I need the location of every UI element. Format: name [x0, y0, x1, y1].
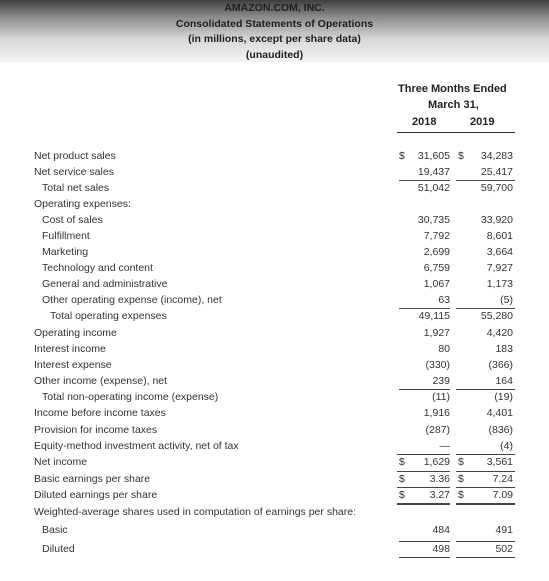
total-rule [399, 389, 450, 390]
total-rule [456, 487, 515, 488]
value-2018: (11) [432, 391, 450, 403]
value-2018: 30,735 [417, 214, 450, 226]
value-2019: 3,664 [486, 246, 513, 258]
value-2018: 51,042 [417, 182, 450, 194]
row-label: Operating expenses: [34, 198, 131, 210]
row-label: Interest expense [34, 359, 112, 371]
total-rule [456, 557, 515, 558]
row-label: Interest income [34, 343, 106, 355]
value-2018: 484 [432, 524, 450, 536]
row-label: Diluted [42, 543, 75, 555]
row-label: Basic [42, 524, 68, 536]
total-rule [456, 541, 515, 542]
value-2018: 3.27 [429, 489, 450, 501]
total-rule [456, 454, 515, 455]
value-2018: 2,699 [423, 246, 450, 258]
period-header-line2: March 31, [428, 99, 479, 111]
value-2019: (19) [494, 391, 513, 403]
row-label: Marketing [42, 246, 89, 258]
row-label: Total net sales [42, 182, 110, 194]
row-label: Basic earnings per share [34, 473, 151, 485]
value-2018: 498 [432, 543, 450, 555]
value-2019: (4) [500, 440, 513, 452]
total-rule [397, 454, 450, 455]
currency-symbol: $ [458, 489, 464, 501]
value-2018: 7,792 [423, 230, 450, 242]
header-rule [397, 132, 515, 133]
value-2019: 7.09 [492, 489, 513, 501]
currency-symbol: $ [399, 456, 405, 468]
value-2019: 8,601 [486, 230, 513, 242]
currency-symbol: $ [458, 473, 464, 485]
value-2019: (836) [488, 424, 513, 436]
row-label: General and administrative [42, 278, 168, 290]
statement-titles [0, 1, 549, 63]
value-2019: 7,927 [486, 262, 513, 274]
total-rule [399, 308, 450, 309]
row-label: Net product sales [34, 150, 116, 162]
value-2019: (366) [488, 359, 513, 371]
value-2019: 34,283 [480, 150, 513, 162]
year-2018-header: 2018 [412, 116, 437, 128]
total-rule [399, 541, 450, 542]
row-label: Income before income taxes [34, 407, 166, 419]
value-2019: 4,401 [486, 407, 513, 419]
row-label: Total operating expenses [50, 310, 167, 322]
currency-symbol: $ [399, 150, 405, 162]
company-name: AMAZON.COM, INC. [224, 2, 325, 14]
row-label: Technology and content [42, 262, 153, 274]
currency-symbol: $ [399, 473, 405, 485]
total-rule [456, 389, 515, 390]
value-2019: 33,920 [480, 214, 513, 226]
value-2019: 1,173 [486, 278, 513, 290]
currency-symbol: $ [399, 489, 405, 501]
value-2019: 55,280 [480, 310, 513, 322]
row-label: Other operating expense (income), net [42, 294, 222, 306]
row-label: Diluted earnings per share [34, 489, 158, 501]
total-rule [397, 487, 450, 488]
total-rule [399, 557, 450, 558]
row-label: Total non-operating income (expense) [42, 391, 219, 403]
currency-symbol: $ [458, 150, 464, 162]
row-label: Net income [34, 456, 88, 468]
value-2018: (287) [425, 424, 450, 436]
value-2018: 239 [432, 375, 450, 387]
total-rule [456, 308, 515, 309]
row-label: Fulfillment [42, 230, 90, 242]
value-2018: 1,067 [423, 278, 450, 290]
value-2018: 49,115 [418, 310, 450, 322]
total-rule [456, 504, 515, 505]
value-2018: 31,605 [417, 150, 450, 162]
row-label: Net service sales [34, 166, 114, 178]
year-2019-header: 2019 [470, 116, 495, 128]
value-2018: 1,927 [423, 327, 450, 339]
total-rule [456, 471, 515, 472]
row-label: Operating income [34, 327, 117, 339]
value-2018: 3.36 [429, 473, 450, 485]
value-2019: 164 [495, 375, 513, 387]
row-label: Provision for income taxes [34, 424, 158, 436]
total-rule [399, 180, 450, 181]
total-rule [397, 504, 450, 505]
value-2018: 1,916 [423, 407, 450, 419]
value-2019: 4,420 [486, 327, 513, 339]
value-2019: (5) [500, 294, 513, 306]
value-2019: 7.24 [492, 473, 513, 485]
total-rule [397, 471, 450, 472]
value-2018: 80 [438, 343, 450, 355]
value-2019: 59,700 [480, 182, 513, 194]
value-2019: 183 [495, 343, 513, 355]
value-2018: 19,437 [417, 166, 450, 178]
value-2019: 502 [495, 543, 513, 555]
value-2018: — [439, 440, 450, 452]
value-2018: 1,629 [423, 456, 450, 468]
value-2019: 491 [495, 524, 513, 536]
value-2018: (330) [425, 359, 450, 371]
value-2018: 6,759 [423, 262, 450, 274]
statement-title: Consolidated Statements of Operations [175, 17, 374, 30]
row-label: Cost of sales [42, 214, 103, 226]
row-label: Other income (expense), net [34, 375, 168, 387]
currency-symbol: $ [458, 456, 464, 468]
total-rule [456, 180, 515, 181]
audit-status: (unaudited) [245, 48, 304, 61]
units-note: (in millions, except per share data) [188, 33, 361, 45]
value-2018: 63 [438, 294, 450, 306]
value-2019: 3,561 [486, 456, 513, 468]
row-label: Weighted-average shares used in computation of earnings per share: [34, 506, 356, 518]
row-label: Equity-method investment activity, net of tax [34, 440, 239, 452]
value-2019: 25,417 [480, 166, 513, 178]
period-header-line1: Three Months Ended [398, 83, 507, 95]
